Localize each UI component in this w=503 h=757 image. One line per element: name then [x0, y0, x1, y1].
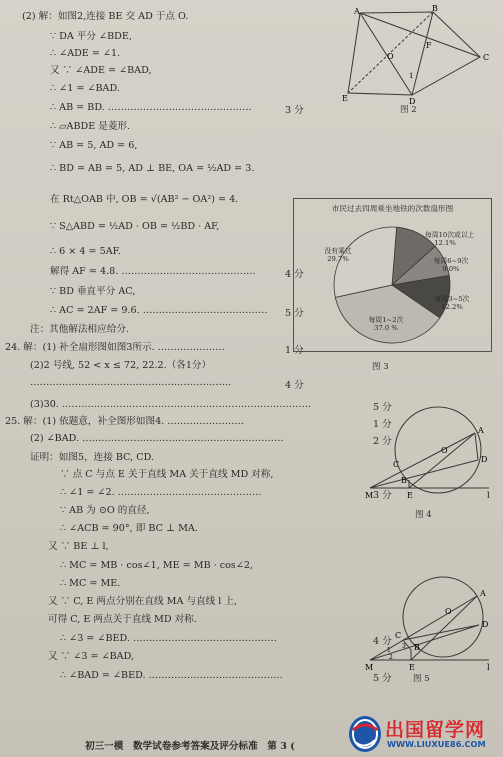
- solution-line: ………………………………………………………: [30, 377, 232, 388]
- fig5-label-a: A: [480, 589, 486, 598]
- pie-slice-label: [318, 247, 358, 263]
- pie-slice-value: 12.1%: [434, 239, 456, 247]
- solution-line: ∴ ∠BAD = ∠BED. ……………………………………: [60, 670, 283, 681]
- solution-line: ∵ DA 平分 ∠BDE,: [50, 31, 132, 42]
- fig2-label-c: C: [483, 53, 490, 62]
- pie-slice-value: 9.0%: [442, 265, 460, 273]
- fig4-line-md: [370, 460, 478, 488]
- solution-line: ∴ ∠ADE = ∠1.: [50, 48, 121, 59]
- solution-line: 又 ∵ ∠3 = ∠BAD,: [48, 651, 134, 662]
- solution-line: ∴ AC = 2AF = 9.6. …………………………………: [50, 305, 268, 316]
- fig2-label-a: A: [354, 7, 360, 16]
- fig2-label-o: O: [387, 52, 394, 61]
- fig4-label-e: E: [407, 491, 413, 500]
- fig5-label-c: C: [395, 631, 402, 640]
- solution-line: ∴ MC = MB · cos∠1, ME = MB · cos∠2,: [60, 560, 254, 571]
- figure-5-caption: 图 5: [413, 674, 430, 684]
- fig2-label-f: F: [426, 41, 432, 50]
- figure-3-caption: 图 3: [372, 362, 389, 372]
- fig2-label-d: D: [409, 97, 416, 106]
- solution-line: 在 Rt△OAB 中, OB = √(AB² − OA²) = 4.: [50, 194, 239, 205]
- score-mark: 3 分: [285, 105, 304, 116]
- fig5-line-cd: [403, 625, 479, 640]
- pie-slice-label: [431, 257, 471, 273]
- solution-line: 又 ∵ BE ⊥ l,: [48, 541, 109, 552]
- solution-line: ∴ ▱ABDE 是菱形.: [50, 121, 131, 132]
- fig5-label-b: B: [414, 643, 420, 652]
- solution-line: 证明：如图5，连接 BC, CD.: [30, 452, 154, 463]
- fig4-label-d: D: [481, 455, 488, 464]
- fig2-label-b: B: [432, 4, 438, 13]
- score-mark: 5 分: [285, 308, 304, 319]
- solution-line: ∵ S△ABD = ½AD · OB = ½BD · AF,: [50, 221, 220, 232]
- solution-line: ∵ AB 为 ⊙O 的直径,: [60, 505, 150, 516]
- pie-slice-label: [432, 295, 472, 311]
- solution-line: (2) ∠BAD. ………………………………………………………: [30, 433, 284, 444]
- fig4-line-ma: [370, 433, 475, 488]
- logo-site-url: WWW.LIUXUE86.COM: [387, 739, 486, 749]
- solution-line: ∵ AB = 5, AD = 6,: [50, 140, 138, 151]
- pie-slice-value: 37.0 %: [374, 324, 398, 332]
- pie-slice-category: 每周6~9次: [433, 257, 469, 265]
- solution-line: ∴ AB = BD. ………………………………………: [50, 102, 252, 113]
- fig4-circle-o: [395, 407, 481, 493]
- fig2-label-e: E: [342, 94, 348, 103]
- fig2-ad: [360, 13, 412, 95]
- solution-line: (2)2 号线, 52 < x ≤ 72, 22.2.（各1分）: [30, 360, 212, 371]
- fig5-line-md: [370, 625, 479, 660]
- solution-line: ∴ ∠1 = ∠2. ………………………………………: [60, 487, 262, 498]
- fig5-label-d: D: [482, 620, 489, 629]
- fig4-label-m: M: [365, 491, 374, 500]
- score-mark: 1 分: [373, 419, 392, 430]
- score-mark: 1 分: [285, 345, 304, 356]
- score-mark: 4 分: [373, 636, 392, 647]
- pie-slice-category: 没有乘过: [324, 247, 352, 255]
- fig4-label-o: O: [441, 446, 448, 455]
- figure-5-circle: [365, 572, 500, 672]
- score-mark: 3 分: [373, 490, 392, 501]
- page-footer: 初三一模 数学试卷参考答案及评分标准 第 3 (: [85, 741, 295, 752]
- score-mark: 4 分: [285, 380, 304, 391]
- fig5-label-angle-3: 3: [402, 643, 406, 650]
- solution-line: 24. 解：(1) 补全扇形图如图3所示. …………………: [5, 342, 225, 353]
- logo-site-name: 出国留学网: [385, 719, 486, 741]
- fig2-bd: [412, 12, 433, 95]
- figure-2-caption: 图 2: [400, 105, 417, 115]
- solution-line: (2) 解：如图2,连接 BE 交 AD 于点 O.: [22, 11, 189, 22]
- score-mark: 4 分: [285, 269, 304, 280]
- fig5-label-l: l: [487, 663, 490, 672]
- pie-slice-category: 每周3~5次: [434, 295, 470, 303]
- solution-line: 又 ∵ ∠ADE = ∠BAD,: [50, 65, 152, 76]
- pie-slice-category: 每周10次或以上: [425, 231, 475, 239]
- solution-line: 又 ∵ C, E 两点分别在直线 MA 与直线 l 上,: [48, 596, 238, 607]
- solution-line: ∵ 点 C 与点 E 关于直线 MA 关于直线 MD 对称,: [60, 469, 274, 480]
- fig4-line-ab: [409, 433, 475, 488]
- fig5-label-m: M: [365, 663, 374, 672]
- fig5-line-ab: [411, 596, 477, 660]
- solution-line: 注：其他解法相应给分.: [30, 324, 129, 335]
- score-mark: 5 分: [373, 402, 392, 413]
- pie-slice-category: 每周1~2次: [368, 316, 404, 324]
- pie-slice-label: [425, 231, 475, 247]
- fig4-label-c: C: [393, 460, 400, 469]
- pie-slice-label: [366, 316, 406, 332]
- score-mark: 2 分: [373, 436, 392, 447]
- pie-slice-value: 29.7%: [327, 255, 349, 263]
- fig2-ac: [360, 13, 480, 57]
- figure-3-pie-frame: [293, 198, 492, 352]
- solution-line: (3)30. ……………………………………………………………………: [30, 399, 312, 410]
- fig4-label-l: l: [487, 491, 490, 500]
- figure-2-rhombus: [340, 4, 500, 113]
- figure-4-circle: [365, 405, 500, 510]
- fig5-label-e: E: [409, 663, 415, 672]
- fig5-label-angle-1: 1: [387, 647, 391, 654]
- fig2-label-1: 1: [409, 72, 414, 80]
- fig5-label-o: O: [445, 607, 452, 616]
- solution-line: ∴ ∠1 = ∠BAD.: [50, 83, 120, 94]
- solution-line: ∴ 6 × 4 = 5AF.: [50, 246, 121, 257]
- site-logo[interactable]: [345, 712, 503, 757]
- solution-line: 解得 AF = 4.8. ……………………………………: [50, 266, 256, 277]
- fig4-line-ad: [475, 433, 478, 460]
- solution-line: ∴ ∠ACB = 90°, 即 BC ⊥ MA.: [60, 523, 198, 534]
- fig5-label-angle-2: 2: [389, 654, 393, 661]
- fig4-label-b: B: [401, 476, 407, 485]
- pie-slice-value: 12.2%: [441, 303, 463, 311]
- score-mark: 5 分: [373, 673, 392, 684]
- solution-line: ∴ MC = ME.: [60, 578, 121, 589]
- solution-line: 25. 解：(1) 依题意，补全图形如图4. ……………………: [5, 416, 245, 427]
- solution-line: 可得 C, E 两点关于直线 MD 对称.: [48, 614, 197, 625]
- solution-line: ∵ BD 垂直平分 AC,: [50, 286, 136, 297]
- solution-line: ∴ ∠3 = ∠BED. ………………………………………: [60, 633, 277, 644]
- fig4-label-a: A: [478, 426, 484, 435]
- globe-icon: [347, 714, 383, 754]
- pie-chart-title: 市民过去四周乘坐地铁的次数扇形图: [331, 204, 454, 213]
- solution-line: ∴ BD = AB = 5, AD ⊥ BE, OA = ½AD = 3.: [50, 163, 255, 174]
- figure-4-caption: 图 4: [415, 510, 432, 520]
